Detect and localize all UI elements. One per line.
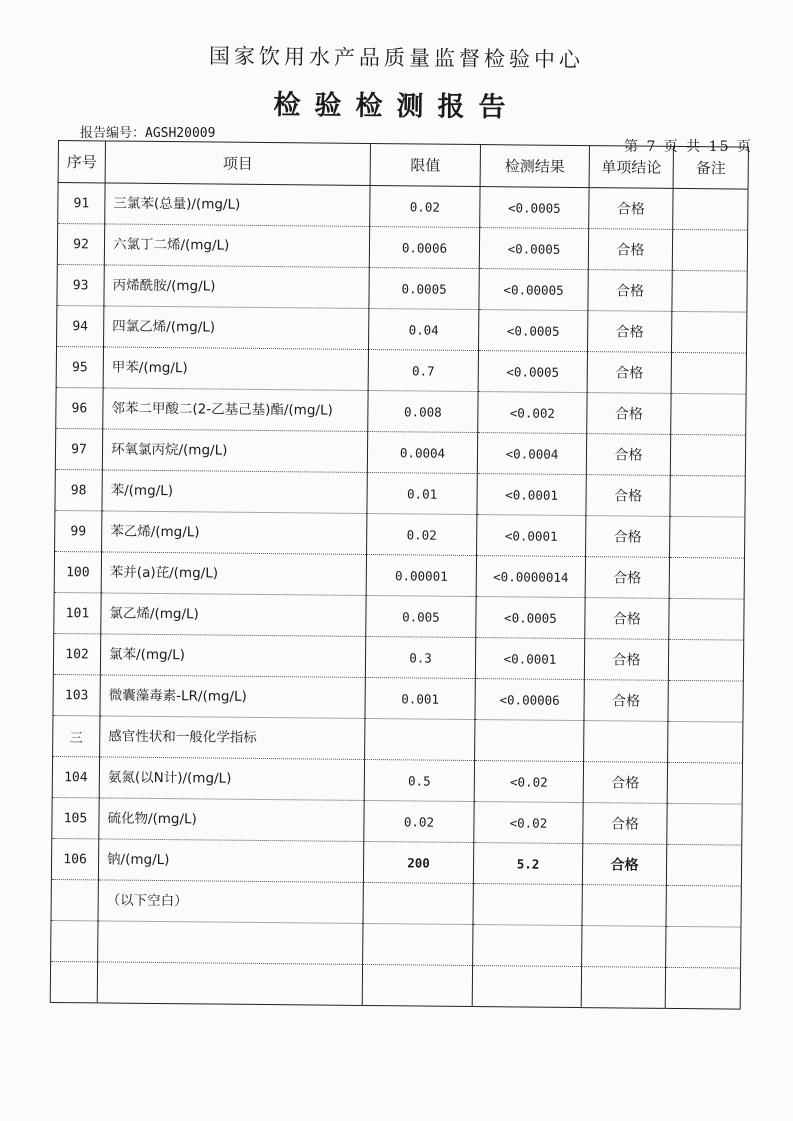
row-number: 95 [56, 346, 103, 387]
row-result: <0.0001 [475, 638, 584, 680]
row-limit: 0.5 [364, 759, 474, 801]
row-result: <0.0005 [476, 597, 585, 639]
row-limit: 0.01 [367, 472, 477, 514]
row-conclusion [581, 967, 665, 1009]
row-result: 5.2 [473, 843, 582, 885]
row-note [672, 270, 747, 312]
table-row [56, 346, 746, 394]
row-number [51, 920, 98, 961]
table-row [53, 674, 743, 722]
column-header-conclusion: 单项结论 [589, 146, 673, 189]
row-note [669, 557, 744, 599]
row-number: 100 [54, 551, 101, 592]
table-row [58, 183, 748, 231]
row-number: 93 [57, 264, 104, 305]
table-row [55, 428, 745, 476]
row-conclusion: 合格 [586, 516, 670, 558]
row-number: 103 [53, 674, 100, 715]
column-header-limit: 限值 [370, 143, 480, 186]
row-result: <0.0001 [477, 515, 586, 557]
row-item: 邻苯二甲酸二(2-乙基己基)酯/(mg/L) [103, 388, 368, 432]
row-conclusion: 合格 [588, 270, 672, 312]
row-limit: 0.02 [367, 513, 477, 555]
row-result: <0.002 [478, 392, 587, 434]
row-limit: 0.001 [365, 677, 475, 719]
table-row [53, 715, 743, 763]
row-number: 101 [54, 592, 101, 633]
row-item: 苯并(a)芘/(mg/L) [101, 552, 366, 596]
row-note [671, 393, 746, 435]
page-info: 第 7 页 共 15 页 [624, 139, 753, 155]
table-row [55, 510, 745, 558]
row-limit [363, 923, 473, 965]
row-limit: 0.0005 [369, 267, 479, 309]
row-item [98, 921, 363, 965]
row-number: 三 [53, 715, 100, 756]
report-title: 检验检测报告 [273, 89, 520, 124]
row-conclusion [582, 885, 666, 927]
row-item: 苯乙烯/(mg/L) [102, 511, 367, 555]
row-note [666, 844, 741, 886]
row-limit: 0.3 [365, 636, 475, 678]
row-note [671, 311, 746, 353]
row-number: 98 [55, 469, 102, 510]
row-conclusion: 合格 [584, 680, 668, 722]
table-row [56, 387, 746, 435]
table-row [57, 224, 747, 272]
table-row [55, 469, 745, 517]
row-note [667, 762, 742, 804]
row-result: <0.0004 [477, 433, 586, 475]
row-conclusion [584, 721, 668, 763]
row-number: 92 [57, 224, 104, 265]
row-number: 99 [55, 510, 102, 551]
row-conclusion: 合格 [587, 393, 671, 435]
row-note [672, 229, 747, 271]
row-conclusion: 合格 [587, 352, 671, 394]
row-result: <0.0005 [478, 351, 587, 393]
results-table [50, 140, 749, 1010]
row-item: 环氧氯丙烷/(mg/L) [102, 429, 367, 473]
row-result: <0.02 [474, 802, 583, 844]
table-row [52, 756, 742, 804]
column-header-note: 备注 [673, 146, 748, 189]
row-conclusion: 合格 [585, 598, 669, 640]
row-limit: 0.005 [366, 595, 476, 637]
row-item: （以下空白） [98, 880, 363, 924]
row-result: <0.0001 [477, 474, 586, 516]
row-note [673, 188, 748, 230]
row-item: 硫化物/(mg/L) [99, 798, 364, 842]
row-result: <0.02 [474, 761, 583, 803]
row-conclusion [582, 926, 666, 968]
row-note [666, 926, 741, 968]
table-row [51, 838, 741, 886]
row-note [670, 475, 745, 517]
row-note [668, 721, 743, 763]
table-row [57, 305, 747, 353]
row-result [472, 966, 581, 1008]
row-item: 丙烯酰胺/(mg/L) [104, 265, 369, 309]
table-row [53, 633, 743, 681]
table-row [57, 264, 747, 312]
row-limit: 0.0006 [369, 226, 479, 268]
row-result: <0.00006 [475, 679, 584, 721]
row-limit: 200 [363, 841, 473, 883]
row-note [665, 967, 740, 1009]
row-number: 105 [52, 797, 99, 838]
row-limit: 0.7 [368, 349, 478, 391]
row-item: 氯乙烯/(mg/L) [101, 593, 366, 637]
row-result [475, 720, 584, 762]
row-note [671, 352, 746, 394]
row-number: 96 [56, 387, 103, 428]
table-row [54, 551, 744, 599]
row-note [668, 680, 743, 722]
row-number [51, 879, 98, 920]
row-note [670, 516, 745, 558]
row-limit: 0.008 [368, 390, 478, 432]
row-conclusion: 合格 [587, 311, 671, 353]
row-conclusion: 合格 [582, 844, 666, 886]
row-limit: 0.00001 [366, 554, 476, 596]
row-conclusion: 合格 [586, 434, 670, 476]
row-result: <0.0005 [480, 187, 589, 229]
row-conclusion: 合格 [583, 762, 667, 804]
row-conclusion: 合格 [583, 803, 667, 845]
row-item: 微囊藻毒素-LR/(mg/L) [100, 675, 365, 719]
row-limit [365, 718, 475, 760]
row-number: 91 [58, 183, 105, 224]
row-conclusion: 合格 [586, 475, 670, 517]
row-result: <0.00005 [479, 269, 588, 311]
row-number: 94 [57, 305, 104, 346]
column-header-result: 检测结果 [480, 145, 589, 188]
row-item: 六氯丁二烯/(mg/L) [104, 224, 369, 268]
row-number: 97 [55, 428, 102, 469]
table-row [50, 961, 740, 1009]
row-limit [362, 964, 472, 1006]
row-result [473, 884, 582, 926]
row-number: 106 [51, 838, 98, 879]
row-note [666, 885, 741, 927]
column-header-item: 项目 [105, 141, 370, 186]
row-conclusion: 合格 [585, 557, 669, 599]
row-conclusion: 合格 [584, 639, 668, 681]
results-table-container [50, 140, 750, 1025]
table-row [54, 592, 744, 640]
column-header-no: 序号 [58, 141, 105, 183]
row-item: 苯/(mg/L) [102, 470, 367, 514]
report-number: 报告编号：AGSH20009 [80, 126, 216, 141]
row-item: 甲苯/(mg/L) [103, 347, 368, 391]
row-result [473, 925, 582, 967]
row-note [669, 598, 744, 640]
row-conclusion: 合格 [588, 229, 672, 271]
row-note [668, 639, 743, 681]
row-item [97, 962, 362, 1006]
org-title: 国家饮用水产品质量监督检验中心 [208, 44, 585, 72]
row-item: 氯苯/(mg/L) [100, 634, 365, 678]
row-note [670, 434, 745, 476]
row-number [50, 961, 97, 1002]
row-limit: 0.02 [370, 185, 480, 227]
row-result: <0.0005 [478, 310, 587, 352]
row-limit: 0.02 [364, 800, 474, 842]
table-row [52, 797, 742, 845]
row-note [667, 803, 742, 845]
table-header-row [58, 141, 748, 190]
table-row [51, 920, 741, 968]
table-row [51, 879, 741, 927]
row-item: 钠/(mg/L) [98, 839, 363, 883]
row-result: <0.0000014 [476, 556, 585, 598]
row-number: 104 [52, 756, 99, 797]
row-limit: 0.0004 [367, 431, 477, 473]
row-limit [363, 882, 473, 924]
row-item: 三氯苯(总量)/(mg/L) [105, 183, 370, 227]
row-result: <0.0005 [479, 228, 588, 270]
row-number: 102 [53, 633, 100, 674]
row-conclusion: 合格 [589, 188, 673, 230]
row-item: 感官性状和一般化学指标 [100, 716, 365, 760]
row-limit: 0.04 [369, 308, 479, 350]
row-item: 氨氮(以N计)/(mg/L) [99, 757, 364, 801]
row-item: 四氯乙烯/(mg/L) [104, 306, 369, 350]
